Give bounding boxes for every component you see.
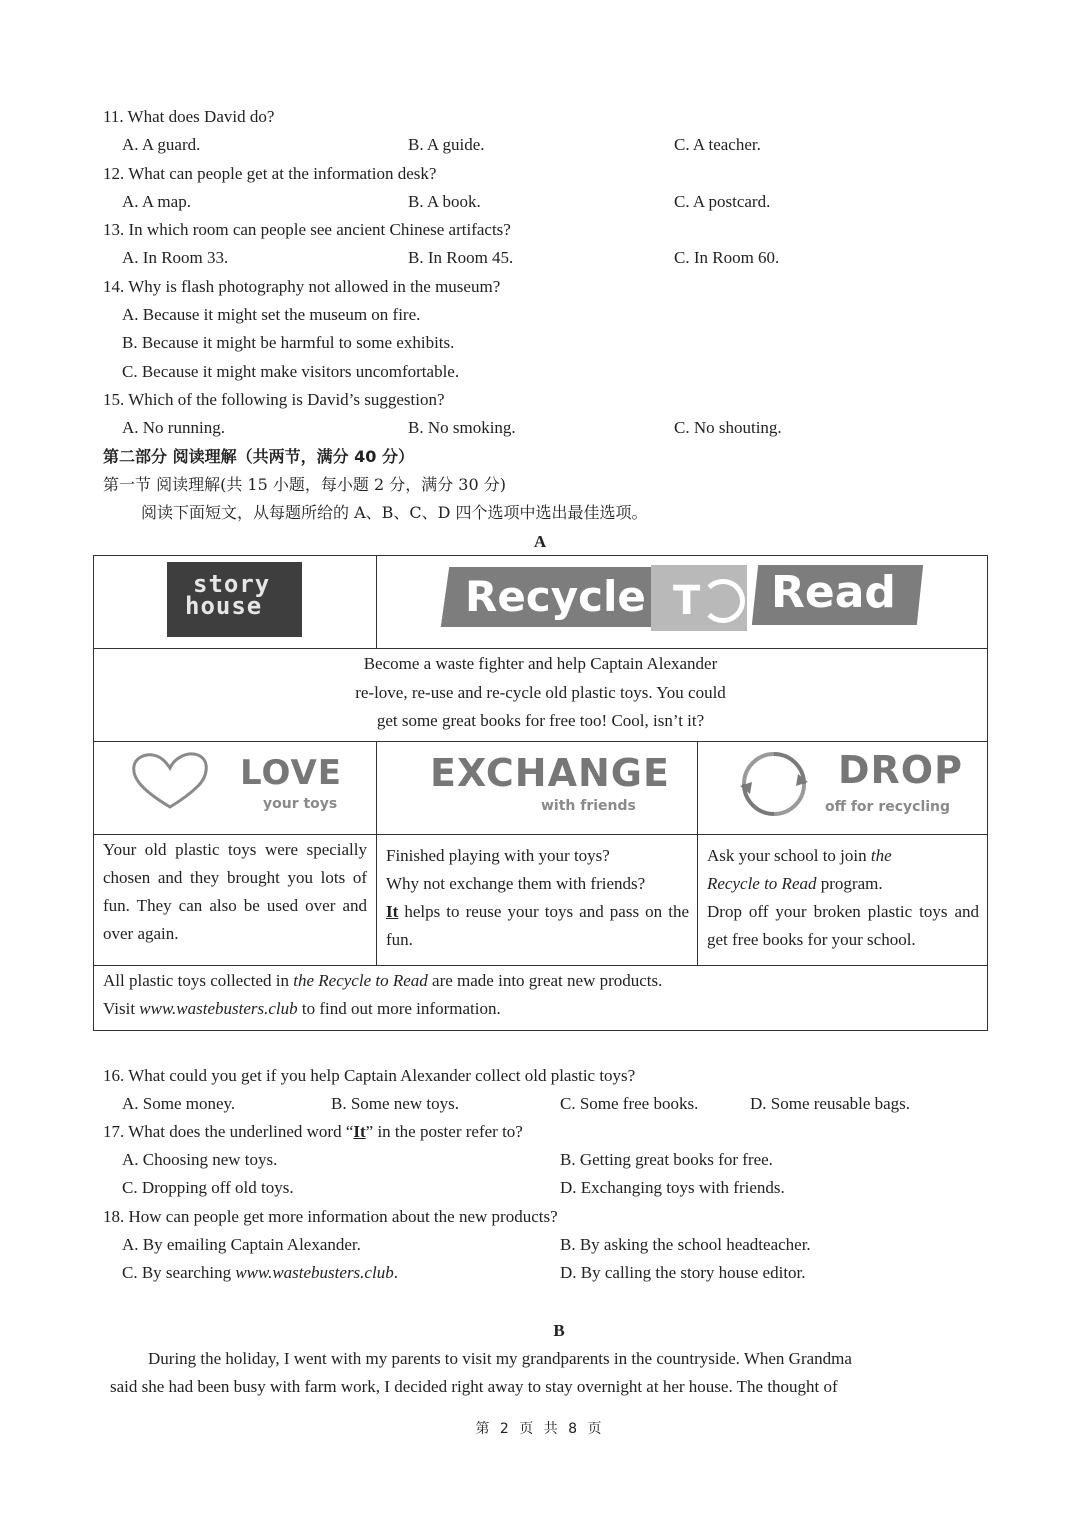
option-b: B. A book. <box>408 192 481 211</box>
exchange-line: Finished playing with your toys? <box>386 846 610 865</box>
question-stem: 12. What can people get at the information desk? <box>103 164 437 183</box>
question-stem: 13. In which room can people see ancient Chinese artifacts? <box>103 220 511 239</box>
drop-subtitle: off for recycling <box>825 799 951 815</box>
option-text: . <box>393 1263 398 1282</box>
option-a: A. A map. <box>122 192 191 211</box>
text: Visit <box>103 999 140 1018</box>
drop-italic: the <box>870 846 892 865</box>
story-house-logo <box>167 562 302 637</box>
poster-intro <box>94 650 987 736</box>
section-title: 第一节 阅读理解(共 15 小题，每小题 2 分，满分 30 分) <box>103 475 506 494</box>
option-a: A. By emailing Captain Alexander. <box>122 1235 361 1254</box>
drop-line <box>707 842 979 870</box>
logo-text-story: story <box>193 570 271 598</box>
exchange-description <box>386 842 689 954</box>
website-url: www.wastebusters.club <box>235 1263 394 1282</box>
option-b: B. By asking the school headteacher. <box>560 1235 811 1254</box>
question-stem: 11. What does David do? <box>103 107 275 126</box>
website-url: www.wastebusters.club <box>139 999 298 1018</box>
option-d: D. Exchanging toys with friends. <box>560 1178 785 1197</box>
part-title: 第二部分 阅读理解（共两节，满分 40 分） <box>103 447 414 466</box>
option-a: A. Because it might set the museum on fire. <box>122 305 421 324</box>
logo-text-house: house <box>185 592 263 620</box>
option-a: A. A guard. <box>122 135 201 154</box>
footer-line <box>103 995 662 1023</box>
option-b: B. Because it might be harmful to some exhibits. <box>122 333 455 352</box>
question-stem: 16. What could you get if you help Captain Alexander collect old plastic toys? <box>103 1066 636 1085</box>
underlined-word: It <box>353 1122 366 1141</box>
question-stem: 15. Which of the following is David’s suggestion? <box>103 390 445 409</box>
exchange-subtitle: with friends <box>541 798 636 814</box>
banner-recycle-text: Recycle <box>465 572 646 621</box>
passage-label: A <box>533 532 547 551</box>
option-text: C. By searching <box>122 1263 236 1282</box>
poster-footer-text <box>103 967 662 1023</box>
program-name: Recycle to Read <box>707 874 817 893</box>
option-b: B. A guide. <box>408 135 485 154</box>
underlined-word-it: It <box>386 902 399 921</box>
option-c: C. In Room 60. <box>674 248 780 267</box>
option-c: C. A postcard. <box>674 192 771 211</box>
intro-line: re-love, re-use and re-cycle old plastic toys. You could <box>355 682 726 702</box>
banner-to-text: T <box>673 578 701 624</box>
option-c: C. Because it might make visitors uncomfortable. <box>122 362 460 381</box>
stem-text: ” in the poster refer to? <box>365 1122 523 1141</box>
recycle-cycle-icon <box>738 748 810 820</box>
option-d: D. Some reusable bags. <box>750 1094 911 1113</box>
option-a: A. No running. <box>122 418 225 437</box>
passage-line: During the holiday, I went with my parents to visit my grandparents in the countryside. When Grandma <box>148 1349 852 1368</box>
passage-line: said she had been busy with farm work, I decided right away to stay overnight at her house. The thought of <box>110 1377 838 1396</box>
intro-line: get some great books for free too! Cool, isn’t it? <box>376 711 705 730</box>
drop-line: Drop off your broken plastic toys and get free books for your school. <box>707 902 979 949</box>
question-stem: 18. How can people get more information about the new products? <box>103 1207 558 1226</box>
option-c <box>122 1263 398 1283</box>
heart-icon <box>130 749 210 811</box>
drop-text: Ask your school to join <box>707 846 871 865</box>
stem-text: 17. What does the underlined word “ <box>103 1122 354 1141</box>
option-c: C. A teacher. <box>674 135 761 154</box>
drop-line <box>707 870 979 898</box>
instruction: 阅读下面短文，从每题所给的 A、B、C、D 四个选项中选出最佳选项。 <box>141 503 648 522</box>
text: All plastic toys collected in <box>103 971 294 990</box>
text: are made into great new products. <box>427 971 663 990</box>
program-name: the Recycle to Read <box>293 971 428 990</box>
footer-line <box>103 967 662 995</box>
drop-description <box>707 842 979 954</box>
passage-label: B <box>553 1321 565 1340</box>
option-a: A. In Room 33. <box>122 248 229 267</box>
option-d: D. By calling the story house editor. <box>560 1263 806 1282</box>
recycle-arrows-icon <box>701 579 745 623</box>
option-b: B. In Room 45. <box>408 248 514 267</box>
drop-title: DROP <box>838 748 963 792</box>
text: to find out more information. <box>297 999 501 1018</box>
exchange-line: Why not exchange them with friends? <box>386 874 646 893</box>
option-b: B. Some new toys. <box>331 1094 459 1113</box>
exchange-line <box>386 898 689 954</box>
question-stem: 14. Why is flash photography not allowed in the museum? <box>103 277 501 296</box>
option-a: A. Some money. <box>122 1094 236 1113</box>
intro-line: Become a waste fighter and help Captain Alexander <box>363 654 718 673</box>
recycle-poster <box>93 555 988 1031</box>
recycle-to-read-banner <box>445 563 920 633</box>
love-title: LOVE <box>240 753 342 793</box>
option-b: B. Getting great books for free. <box>560 1150 773 1169</box>
option-a: A. Choosing new toys. <box>122 1150 278 1169</box>
love-subtitle: your toys <box>263 796 338 812</box>
option-c: C. Some free books. <box>560 1094 699 1113</box>
option-b: B. No smoking. <box>408 418 516 437</box>
exchange-title: EXCHANGE <box>430 751 670 795</box>
banner-read-text: Read <box>771 567 896 618</box>
exchange-line-rest: helps to reuse your toys and pass on the fun. <box>386 902 689 949</box>
option-c: C. No shouting. <box>674 418 782 437</box>
love-description: Your old plastic toys were specially chosen and they brought you lots of fun. They can also be used over and over again. <box>103 840 367 943</box>
drop-text: program. <box>816 874 883 893</box>
question-stem <box>103 1122 523 1142</box>
page-number: 第 2 页 共 8 页 <box>475 1421 605 1437</box>
option-c: C. Dropping off old toys. <box>122 1178 294 1197</box>
